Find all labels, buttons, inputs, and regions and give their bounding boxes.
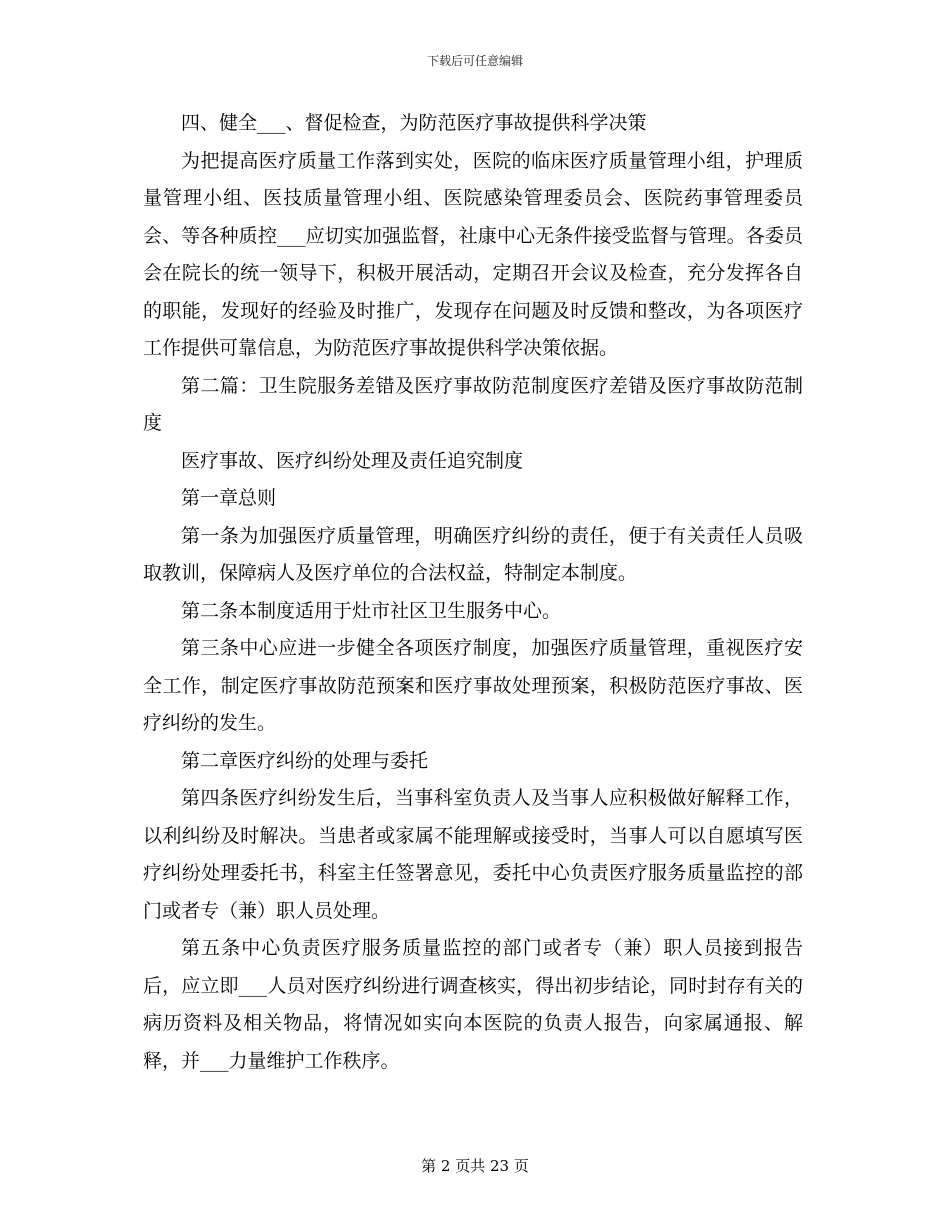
- page-number: 第 2 页共 23 页: [421, 1157, 529, 1175]
- chapter-heading-1: 第一章总则: [181, 487, 277, 509]
- article-2: 第二条本制度适用于灶市社区卫生服务中心。: [181, 599, 562, 622]
- page-header: 下载后可任意编辑: [426, 54, 523, 68]
- chapter-title-part-two: 第二篇：卫生院服务差错及医疗事故防范制度医疗差错及医疗事故防范制度: [143, 374, 803, 434]
- article-3: 第三条中心应进一步健全各项医疗制度，加强医疗质量管理，重视医疗安全工作，制定医疗事故防范预案和医疗事故处理预案，积极防范医疗事故、医疗纠纷的发生。: [143, 637, 803, 734]
- article-1: 第一条为加强医疗质量管理，明确医疗纠纷的责任，便于有关责任人员吸取教训，保障病人及医疗单位的合法权益，特制定本制度。: [143, 524, 803, 584]
- document-body: [143, 105, 803, 1080]
- article-4: 第四条医疗纠纷发生后，当事科室负责人及当事人应积极做好解释工作，以利纠纷及时解决。当患者或家属不能理解或接受时，当事人可以自愿填写医疗纠纷处理委托书，科室主任签署意见，委托中心负责医疗服务质量监控的部门或者专（兼）职人员处理。: [143, 787, 803, 922]
- paragraph-quality-committees: 为把提高医疗质量工作落到实处，医院的临床医疗质量管理小组，护理质量管理小组、医技质量管理小组、医院感染管理委员会、医院药事管理委员会、等各种质控___应切实加强监督，社康中心无条件接受监督与管理。各委员会在院长的统一领导下，积极开展活动，定期召开会议及检查，充分发挥各自的职能，发现好的经验及时推广，发现存在问题及时反馈和整改，为各项医疗工作提供可靠信息，为防范医疗事故提供科学决策依据。: [143, 149, 803, 359]
- chapter-heading-2: 第二章医疗纠纷的处理与委托: [181, 749, 429, 772]
- section-heading-4: 四、健全___、督促检查，为防范医疗事故提供科学决策: [181, 112, 647, 134]
- regulation-title: 医疗事故、医疗纠纷处理及责任追究制度: [181, 449, 524, 472]
- article-5: 第五条中心负责医疗服务质量监控的部门或者专（兼）职人员接到报告后，应立即___人员对医疗纠纷进行调查核实，得出初步结论，同时封存有关的病历资料及相关物品，将情况如实向本医院的负责人报告，向家属通报、解释，并___力量维护工作秩序。: [143, 937, 803, 1072]
